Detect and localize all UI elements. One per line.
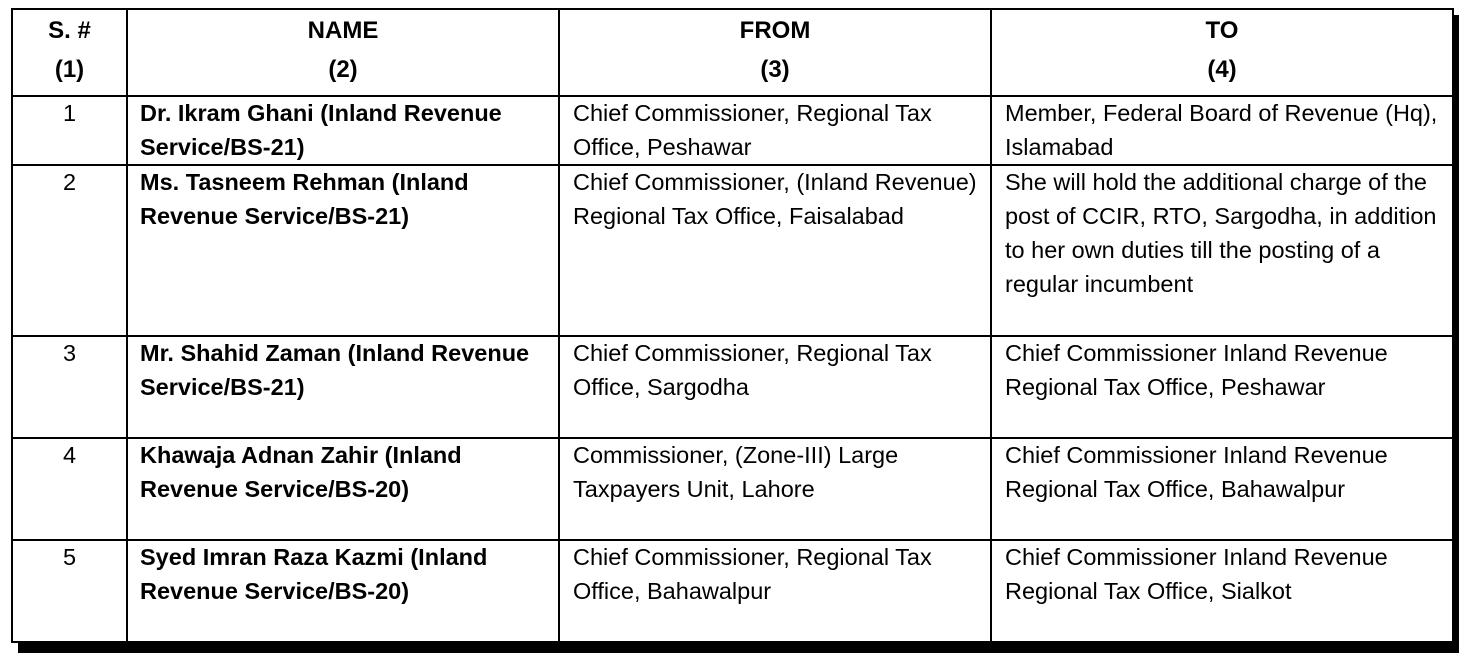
serial-cell: 2 [12,165,127,336]
from-cell: Chief Commissioner, Regional Tax Office, Bahawalpur [559,540,991,642]
header-from-title: FROM [739,17,811,44]
to-cell: Chief Commissioner Inland Revenue Regional Tax Office, Bahawalpur [991,438,1453,540]
header-serial [12,9,127,96]
serial-cell: 3 [12,336,127,438]
from-cell: Chief Commissioner, Regional Tax Office, Sargodha [559,336,991,438]
header-to [991,9,1453,96]
serial-cell: 4 [12,438,127,540]
serial-cell: 5 [12,540,127,642]
to-cell: She will hold the additional charge of the post of CCIR, RTO, Sargodha, in addition to her own duties till the posting of a regular incumbent [991,165,1453,336]
name-cell: Ms. Tasneem Rehman (Inland Revenue Service/BS-21) [127,165,559,336]
header-name [127,9,559,96]
name-cell: Khawaja Adnan Zahir (Inland Revenue Service/BS-20) [127,438,559,540]
from-cell: Chief Commissioner, Regional Tax Office, Peshawar [559,96,991,165]
header-from-number: (3) [760,56,790,83]
header-serial-title: S. # [48,17,91,44]
to-cell: Member, Federal Board of Revenue (Hq), Islamabad [991,96,1453,165]
name-cell: Syed Imran Raza Kazmi (Inland Revenue Service/BS-20) [127,540,559,642]
postings-table [11,8,1454,643]
table-row [12,336,1453,438]
header-to-number: (4) [1207,56,1237,83]
header-to-title: TO [1205,17,1239,44]
to-cell: Chief Commissioner Inland Revenue Regional Tax Office, Sialkot [991,540,1453,642]
header-name-title: NAME [307,17,379,44]
header-name-number: (2) [328,56,358,83]
serial-cell: 1 [12,96,127,165]
to-cell: Chief Commissioner Inland Revenue Regional Tax Office, Peshawar [991,336,1453,438]
header-row [12,9,1453,96]
table-row [12,165,1453,336]
table-row [12,540,1453,642]
name-cell: Mr. Shahid Zaman (Inland Revenue Service/BS-21) [127,336,559,438]
table-row [12,96,1453,165]
header-from [559,9,991,96]
from-cell: Commissioner, (Zone-III) Large Taxpayers Unit, Lahore [559,438,991,540]
table-row [12,438,1453,540]
header-serial-number: (1) [54,56,85,83]
name-cell: Dr. Ikram Ghani (Inland Revenue Service/BS-21) [127,96,559,165]
from-cell: Chief Commissioner, (Inland Revenue) Regional Tax Office, Faisalabad [559,165,991,336]
